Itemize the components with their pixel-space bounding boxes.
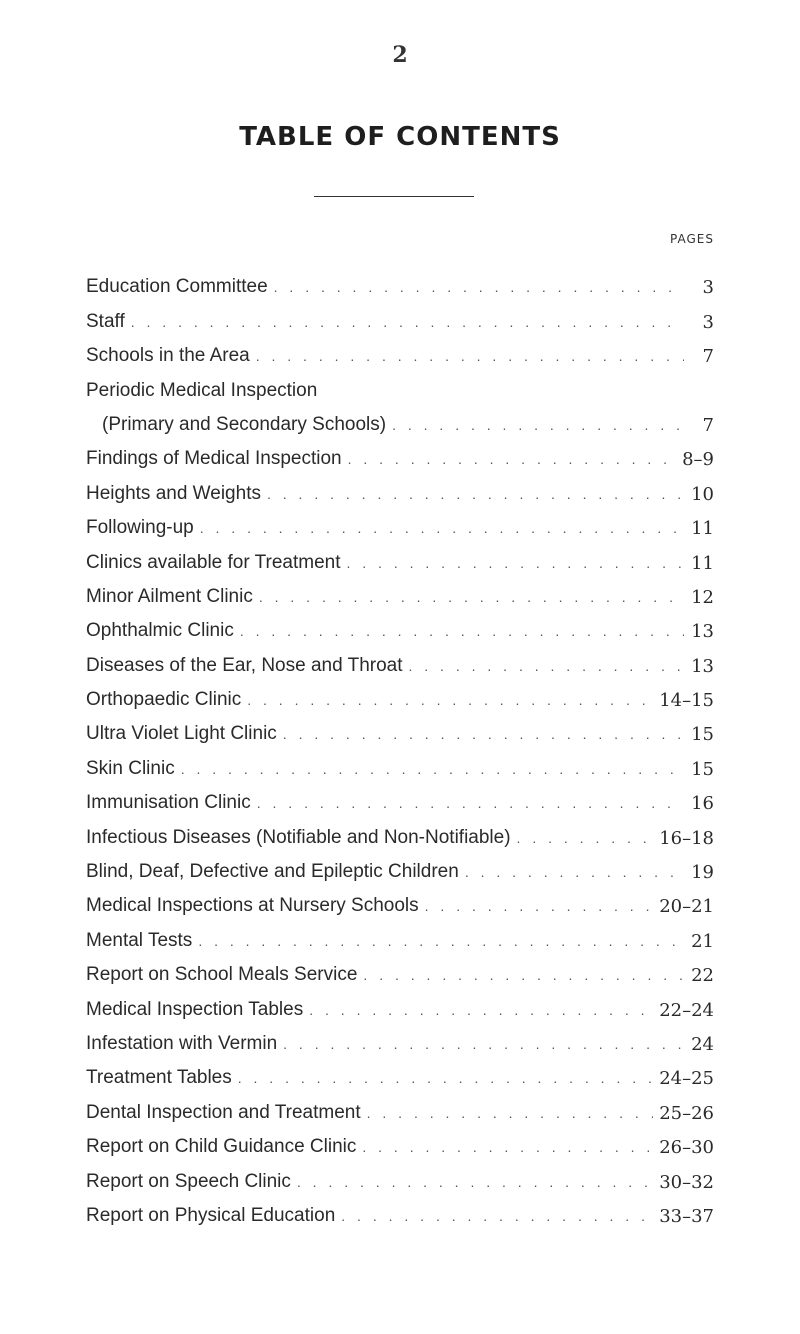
dot-leader [425, 895, 654, 917]
toc-entry-pages: 24 [691, 1033, 714, 1055]
toc-entry-pages: 13 [691, 655, 714, 677]
dot-leader [200, 517, 684, 539]
toc-entry-label: Findings of Medical Inspection [86, 448, 342, 470]
toc-entry-label: Ultra Violet Light Clinic [86, 723, 277, 745]
dot-leader [362, 1136, 653, 1158]
toc-entry-pages: 14–15 [659, 690, 714, 712]
toc-entry-pages: 3 [702, 311, 714, 333]
toc-entry-label: Blind, Deaf, Defective and Epileptic Children [86, 861, 459, 883]
toc-entry-label: Following-up [86, 517, 194, 539]
dot-leader [131, 311, 684, 333]
dot-leader [283, 1033, 684, 1055]
dot-leader [259, 586, 684, 608]
toc-entry-pages: 10 [691, 483, 714, 505]
dot-leader [367, 1102, 654, 1124]
dot-leader [297, 1171, 653, 1193]
dot-leader [283, 723, 684, 745]
toc-entry-pages: 12 [691, 586, 714, 608]
dot-leader [267, 483, 684, 505]
page-number: 2 [392, 42, 408, 68]
dot-leader [181, 758, 684, 780]
dot-leader [309, 999, 653, 1021]
dot-leader [341, 1205, 653, 1227]
dot-leader [347, 552, 685, 574]
toc-entry-label: Mental Tests [86, 929, 193, 951]
toc-entry-label: Skin Clinic [86, 757, 175, 779]
toc-entry-label: Schools in the Area [86, 345, 250, 367]
dot-leader [247, 689, 653, 711]
toc-entry-label: Treatment Tables [86, 1067, 232, 1089]
toc-entry-label: Heights and Weights [86, 482, 261, 504]
toc-entry-label: Immunisation Clinic [86, 792, 251, 814]
toc-entry-label: Orthopaedic Clinic [86, 689, 242, 711]
toc-entry-label: Diseases of the Ear, Nose and Throat [86, 654, 403, 676]
toc-entry-label: Medical Inspections at Nursery Schools [86, 895, 419, 917]
dot-leader [392, 414, 684, 436]
toc-entry-label: Periodic Medical Inspection [86, 379, 318, 401]
toc-entry-pages: 16–18 [659, 827, 714, 849]
toc-entry-pages: 3 [702, 277, 714, 299]
toc-entry-label: Report on School Meals Service [86, 964, 358, 986]
toc-entry-label: Infestation with Vermin [86, 1032, 278, 1054]
dot-leader [274, 276, 684, 298]
dot-leader [348, 448, 677, 470]
dot-leader [198, 930, 684, 952]
toc-entry-pages: 25–26 [659, 1102, 714, 1124]
toc-entry-pages: 8–9 [682, 449, 714, 471]
toc-entry-pages: 30–32 [659, 1171, 714, 1193]
toc-entry-pages: 20–21 [659, 896, 714, 918]
toc-entry-pages: 24–25 [659, 1068, 714, 1090]
toc-entry-pages: 19 [691, 862, 714, 884]
toc-entry-label: Education Committee [86, 276, 268, 298]
toc-entry-pages: 26–30 [659, 1137, 714, 1159]
toc-entry-label-continued: (Primary and Secondary Schools) [102, 413, 387, 435]
toc-entry-label: Report on Speech Clinic [86, 1170, 291, 1192]
toc-entry-pages: 7 [702, 414, 714, 436]
toc-entry-pages: 33–37 [659, 1205, 714, 1227]
toc-entry-pages: 22–24 [659, 999, 714, 1021]
toc-entry-pages: 16 [691, 793, 714, 815]
toc-entry-label: Minor Ailment Clinic [86, 585, 253, 607]
toc-entry-multiline [86, 367, 714, 436]
toc-entry-label: Staff [86, 310, 125, 332]
dot-leader [240, 620, 684, 642]
dot-leader [238, 1067, 653, 1089]
toc-entry-label: Clinics available for Treatment [86, 551, 341, 573]
toc-entry-label: Report on Child Guidance Clinic [86, 1136, 357, 1158]
dot-leader [465, 861, 684, 883]
toc-entry-label: Medical Inspection Tables [86, 998, 304, 1020]
toc-entry-pages: 13 [691, 621, 714, 643]
dot-leader [257, 792, 684, 814]
toc-entry-pages: 11 [691, 518, 714, 540]
pages-column-header: PAGES [670, 232, 714, 246]
toc-entry-pages: 22 [691, 965, 714, 987]
table-of-contents [86, 264, 714, 1227]
toc-entry-label: Dental Inspection and Treatment [86, 1101, 361, 1123]
toc-entry-pages: 7 [702, 346, 714, 368]
toc-entry-pages: 15 [691, 724, 714, 746]
page-title: TABLE OF CONTENTS [239, 122, 561, 152]
toc-entry-label: Ophthalmic Clinic [86, 620, 234, 642]
toc-entry-pages: 21 [691, 930, 714, 952]
dot-leader [409, 655, 685, 677]
toc-entry-label: Infectious Diseases (Notifiable and Non-Notifiable) [86, 826, 511, 848]
toc-entry-label: Report on Physical Education [86, 1204, 336, 1226]
dot-leader [363, 964, 684, 986]
toc-entry-pages: 15 [691, 758, 714, 780]
dot-leader [517, 827, 654, 849]
title-divider [314, 196, 474, 197]
dot-leader [256, 345, 684, 367]
toc-entry-pages: 11 [691, 552, 714, 574]
